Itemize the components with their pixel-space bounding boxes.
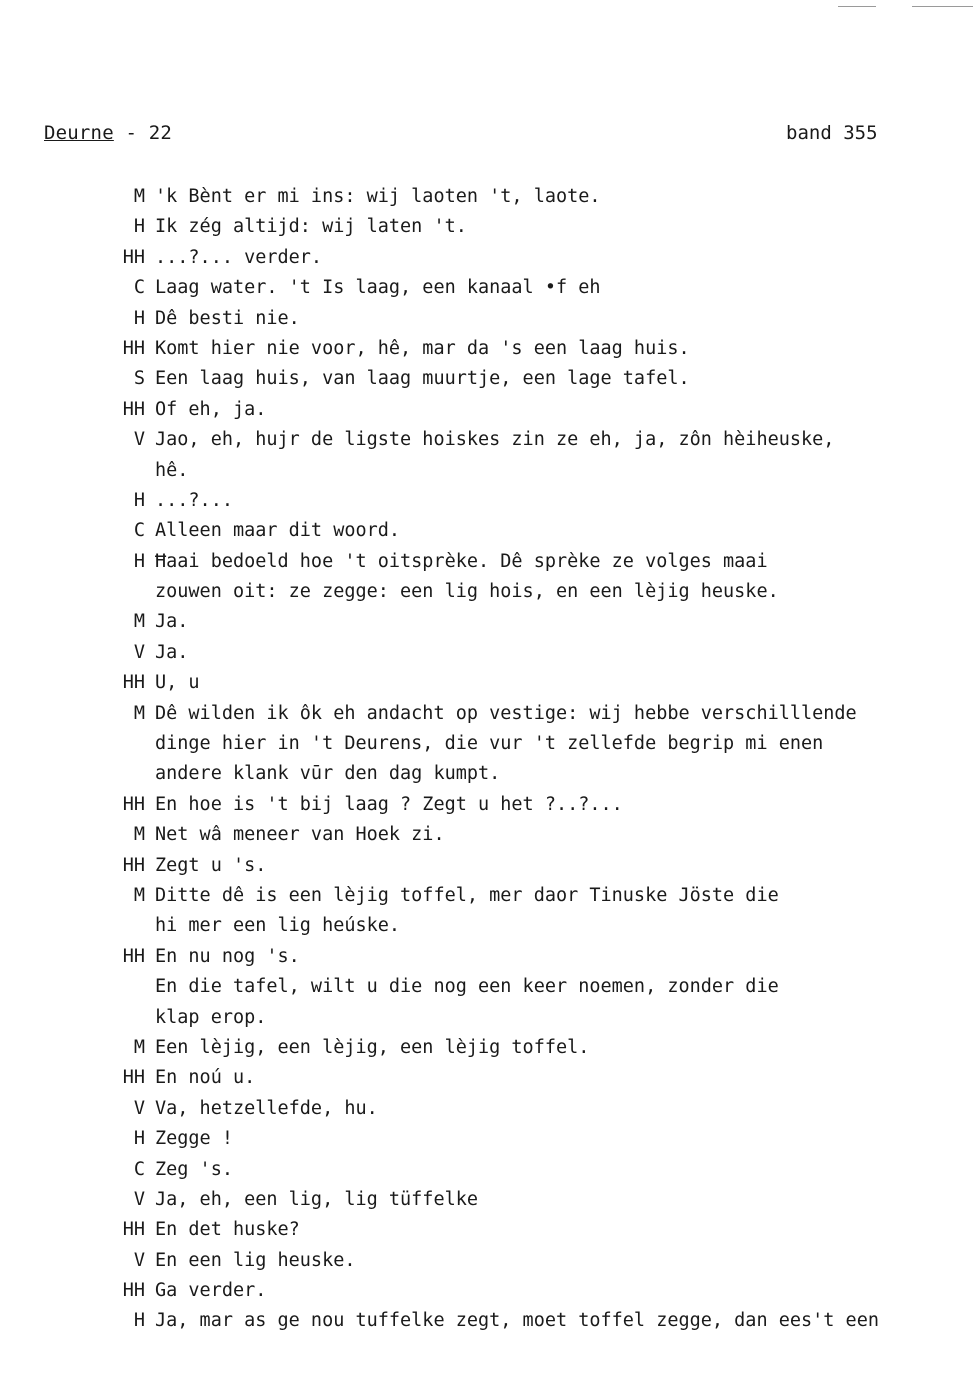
transcript-line [0,1003,973,1033]
speaker-label: H [133,216,145,238]
utterance-text: En hoe is 't bij laag ? Zegt u het ?..?... [155,793,623,815]
speaker-label: C [133,1158,145,1180]
utterance-text: Of eh, ja. [155,398,267,420]
utterance-text: Ga verder. [155,1280,267,1302]
utterance-text: Ja, mar as ge nou tuffelke zegt, moet toffel zegge, dan ees't een [155,1310,879,1332]
utterance-text: Ja. [155,611,189,633]
utterance-text: Ja, eh, een lig, lig tüffelke [155,1188,479,1210]
transcript-line [0,516,973,546]
utterance-text: Net wâ meneer van Hoek zi. [155,824,445,846]
utterance-text: dinge hier in 't Deurens, die vur 't zellefde begrip mi enen [155,733,824,755]
speaker-label: M [133,1036,145,1058]
transcript-line [0,1246,973,1276]
utterance-text: Ħaai bedoeld hoe 't oitsprèke. Dê sprèke ze volges maai [155,550,768,572]
utterance-text: Zegge ! [155,1128,233,1150]
page-header-left [44,122,172,144]
band-number: band 355 [786,122,878,144]
utterance-text: Een lèjig, een lèjig, een lèjig toffel. [155,1036,590,1058]
utterance-text: Ditte dê is een lèjig toffel, mer daor Tinuske Jöste die [155,884,779,906]
transcript-line [0,638,973,668]
speaker-label: V [133,1097,145,1119]
speaker-label: V [133,641,145,663]
utterance-text: Alleen maar dit woord. [155,520,401,542]
transcript-line [0,759,973,789]
speaker-label: HH [122,854,145,876]
transcript-line [0,820,973,850]
transcript-line [0,729,973,759]
speaker-label: M [133,824,145,846]
utterance-text: 'k Bènt er mi ins: wij laoten 't, laote. [155,186,601,207]
speaker-label: HH [122,246,145,268]
transcript-line [0,790,973,820]
utterance-text: zouwen oit: ze zegge: een lig hois, en een lèjig heuske. [155,581,779,603]
utterance-text: En die tafel, wilt u die nog een keer noemen, zonder die [155,976,779,998]
utterance-text: hi mer een lig heúske. [155,915,401,937]
transcript-line [0,972,973,1002]
utterance-text: hê. [155,459,189,481]
utterance-text: Ja. [155,641,189,663]
utterance-text: klap erop. [155,1006,267,1028]
transcript-line [0,395,973,425]
transcript-line [0,1124,973,1154]
utterance-text: U, u [155,672,200,694]
speaker-label: S [133,368,145,390]
speaker-label: HH [122,945,145,967]
transcript-line [0,1306,973,1336]
speaker-label: H [133,550,145,572]
utterance-text: Laag water. 't Is laag, een kanaal •f eh [155,277,601,299]
transcript-line [0,425,973,455]
page-number: - 22 [125,122,173,144]
utterance-text: ...?... verder. [155,246,323,268]
speaker-label: HH [122,1280,145,1302]
transcript-line [0,1155,973,1185]
transcript-line [0,486,973,516]
speaker-label: HH [122,398,145,420]
speaker-label: M [133,611,145,633]
transcript-line [0,607,973,637]
transcript-line [0,304,973,334]
speaker-label: H [133,1128,145,1150]
speaker-label: HH [122,793,145,815]
speaker-label: V [133,1188,145,1210]
transcript-line [0,364,973,394]
speaker-label: H [133,1310,145,1332]
transcript-line [0,1063,973,1093]
transcript-line [0,668,973,698]
transcript-line [0,547,973,577]
transcript-line [0,699,973,729]
utterance-text: Een laag huis, van laag muurtje, een lage tafel. [155,368,690,390]
utterance-text: ...?... [155,489,233,511]
transcript-line [0,1185,973,1215]
utterance-text: Zeg 's. [155,1158,233,1180]
transcript-line [0,273,973,303]
utterance-text: En noú u. [155,1067,256,1089]
place-name: Deurne [44,122,114,144]
speaker-label: H [133,307,145,329]
speaker-label: H [133,489,145,511]
transcript-line [0,881,973,911]
transcript-line [0,456,973,486]
transcript-line [0,334,973,364]
speaker-label: V [133,1249,145,1271]
transcript-line [0,577,973,607]
speaker-label: C [133,277,145,299]
transcript-line [0,1276,973,1306]
utterance-text: Dê wilden ik ôk eh andacht op vestige: wij hebbe verschilllende [155,702,857,724]
transcript-line [0,1094,973,1124]
speaker-label: V [133,429,145,451]
transcript-line [0,851,973,881]
transcript-line [0,911,973,941]
speaker-label: C [133,520,145,542]
speaker-label: HH [122,672,145,694]
transcript-line [0,1215,973,1245]
utterance-text: En det huske? [155,1219,300,1241]
speaker-label: HH [122,1219,145,1241]
utterance-text: Jao, eh, hujr de ligste hoiskes zin ze eh, ja, zôn hèiheuske, [155,429,835,451]
utterance-text: Va, hetzellefde, hu. [155,1097,378,1119]
transcript [0,182,973,1337]
utterance-text: Komt hier nie voor, hê, mar da 's een laag huis. [155,337,690,359]
speaker-label: HH [122,1067,145,1089]
transcript-line [0,182,973,212]
transcript-line [0,942,973,972]
utterance-text: andere klank vūr den dag kumpt. [155,763,501,785]
utterance-text: Zegt u 's. [155,854,267,876]
speaker-label: HH [122,337,145,359]
utterance-text: En nu nog 's. [155,945,300,967]
speaker-label: M [133,884,145,906]
transcript-line [0,1033,973,1063]
speaker-label: M [133,702,145,724]
speaker-label: M [133,186,145,207]
transcript-line [0,212,973,242]
utterance-text: En een lig heuske. [155,1249,356,1271]
transcript-line [0,243,973,273]
top-rule-right [912,6,973,7]
top-rule-left [838,6,876,7]
utterance-text: Ik zég altijd: wij laten 't. [155,216,467,238]
utterance-text: Dê besti nie. [155,307,300,329]
